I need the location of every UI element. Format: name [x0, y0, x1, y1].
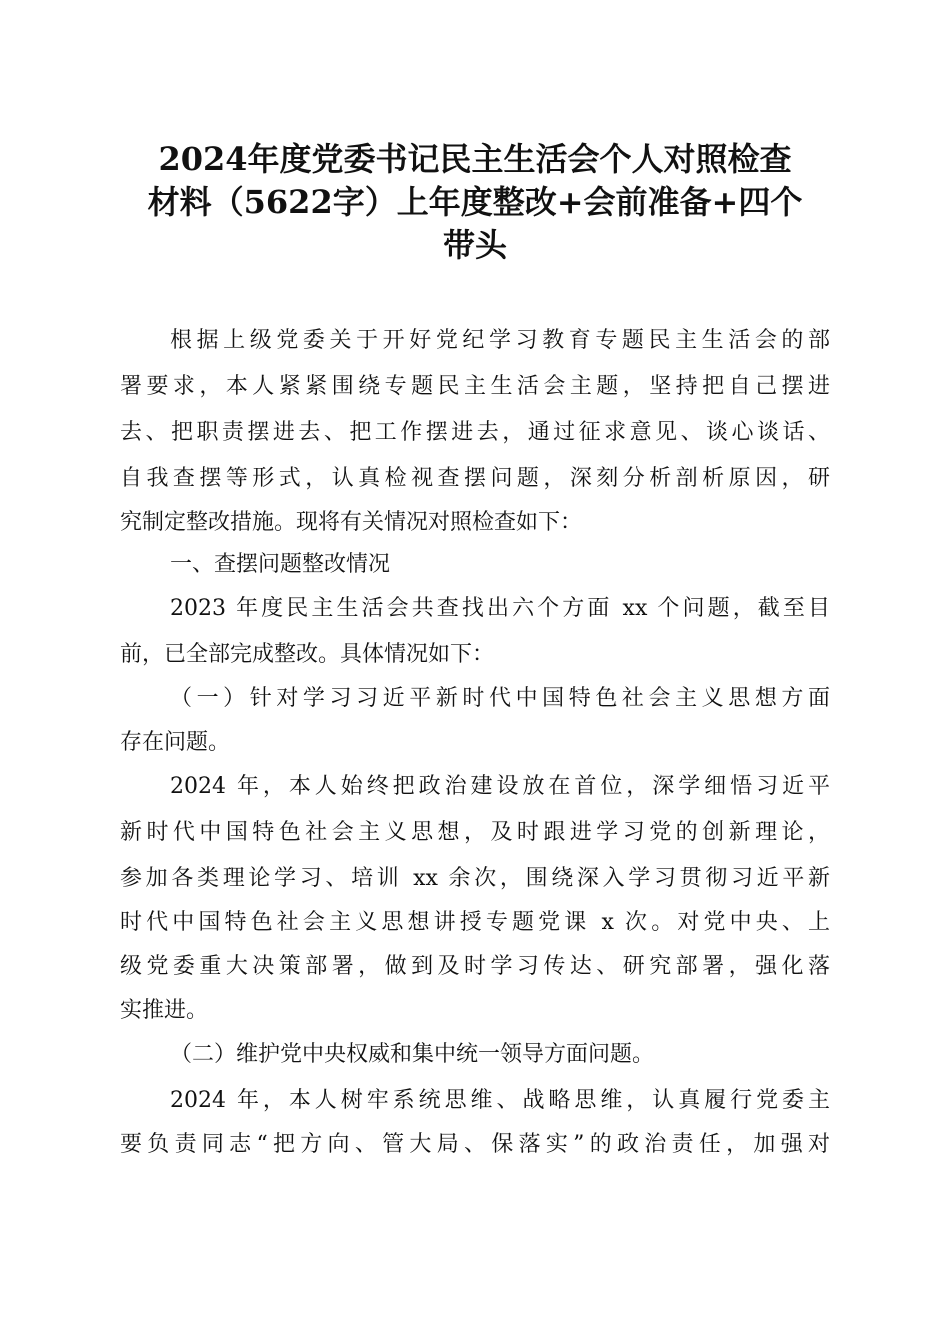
body-paragraph-line: 2024 年，本人始终把政治建设放在首位，深学细悟习近平	[170, 774, 830, 799]
body-paragraph-line: 时代中国特色社会主义思想讲授专题党课 x 次。对党中央、上	[120, 910, 830, 935]
intro-paragraph-line: 自我查摆等形式，认真检视查摆问题，深刻分析剖析原因，研	[120, 466, 830, 491]
body-paragraph-line: 参加各类理论学习、培训 xx 余次，围绕深入学习贯彻习近平新	[120, 866, 830, 891]
intro-paragraph-line: 去、把职责摆进去、把工作摆进去，通过征求意见、谈心谈话、	[120, 420, 830, 445]
subsection-heading-line: 存在问题。	[120, 730, 231, 755]
section-heading: 一、查摆问题整改情况	[170, 552, 391, 577]
title-line: 2024年度党委书记民主生活会个人对照检查	[158, 140, 792, 178]
body-paragraph-line: 级党委重大决策部署，做到及时学习传达、研究部署，强化落	[120, 954, 830, 979]
section-paragraph-line: 前，已全部完成整改。具体情况如下：	[120, 642, 495, 667]
body-paragraph-line: 2024 年，本人树牢系统思维、战略思维，认真履行党委主	[170, 1088, 830, 1113]
title-line: 材料（5622字）上年度整改+会前准备+四个	[147, 183, 803, 221]
subsection-heading: （二）维护党中央权威和集中统一领导方面问题。	[170, 1042, 655, 1067]
body-paragraph-line: 新时代中国特色社会主义思想，及时跟进学习党的创新理论，	[120, 820, 830, 845]
intro-paragraph-line: 究制定整改措施。现将有关情况对照检查如下：	[120, 510, 583, 535]
intro-paragraph-line: 署要求，本人紧紧围绕专题民主生活会主题，坚持把自己摆进	[120, 374, 830, 399]
title-line: 带头	[442, 226, 507, 264]
body-paragraph-line: 要负责同志“把方向、管大局、保落实”的政治责任，加强对	[120, 1132, 830, 1157]
intro-paragraph-line: 根据上级党委关于开好党纪学习教育专题民主生活会的部	[170, 328, 830, 353]
body-paragraph-line: 实推进。	[120, 998, 209, 1023]
section-paragraph-line: 2023 年度民主生活会共查找出六个方面 xx 个问题，截至目	[170, 596, 830, 621]
document-title	[120, 138, 830, 267]
subsection-heading-line: （一）针对学习习近平新时代中国特色社会主义思想方面	[170, 686, 830, 711]
